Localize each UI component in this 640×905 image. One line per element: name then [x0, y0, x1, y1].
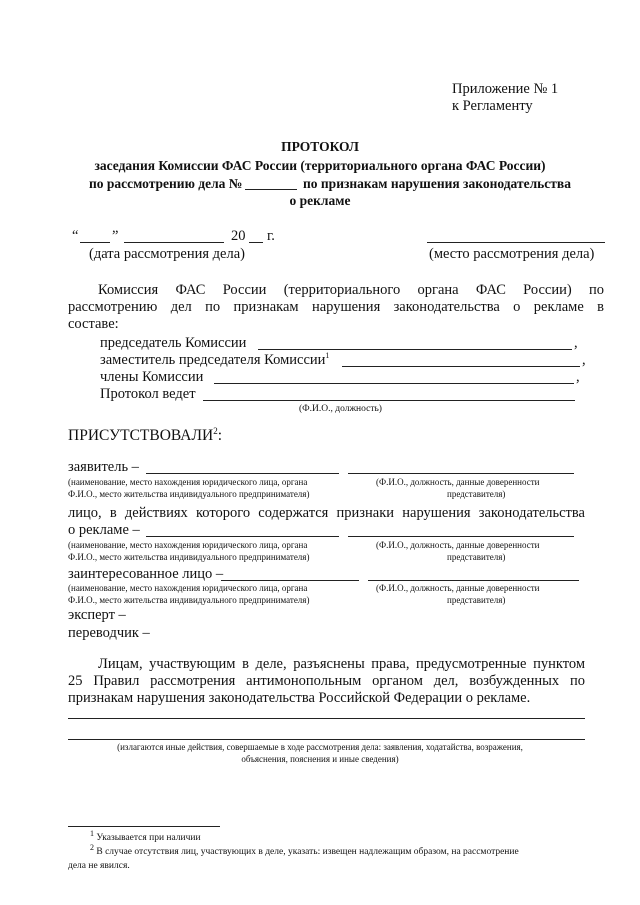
header-case-label: по рассмотрению дела № — [89, 176, 243, 191]
appendix-number: Приложение № 1 — [452, 81, 559, 97]
secretary-caption: (Ф.И.О., должность) — [299, 404, 382, 414]
year-line[interactable] — [249, 242, 263, 243]
year-suffix: г. — [267, 228, 275, 244]
composition-para-line-1: Комиссия ФАС России (территориального органа ФАС России) по — [98, 282, 604, 298]
place-caption: (место рассмотрения дела) — [429, 246, 595, 262]
interested-label: заинтересованное лицо – — [68, 566, 224, 582]
respondent-label-line-1: лицо, в действиях которого содержатся признаки нарушения законодательства — [68, 505, 585, 521]
interested-right-caption-2: представителя) — [447, 595, 506, 605]
other-actions-caption-1: (излагаются иные действия, совершаемые в ходе рассмотрения дела: заявления, ходатайства, возражения, — [117, 742, 523, 752]
expert-label: эксперт – — [68, 607, 126, 623]
respondent-rep-line[interactable] — [348, 536, 574, 537]
appendix-reference: к Регламенту — [452, 98, 533, 114]
header-case-suffix: по признакам нарушения законодательства — [303, 176, 571, 191]
date-quote-open: “ — [72, 228, 79, 244]
respondent-left-caption-1: (наименование, место нахождения юридического лица, органа — [68, 540, 308, 550]
respondent-right-caption-1: (Ф.И.О., должность, данные доверенности — [376, 540, 540, 550]
deputy-label: заместитель председателя Комиссии$^1$ — [100, 351, 330, 368]
applicant-rep-line[interactable] — [348, 473, 574, 474]
date-caption: (дата рассмотрения дела) — [89, 246, 245, 262]
members-comma: , — [576, 369, 580, 385]
footnote-1-mark: 1 — [90, 828, 94, 838]
interested-org-line[interactable] — [221, 580, 359, 581]
interested-left-caption-1: (наименование, место нахождения юридического лица, органа — [68, 583, 308, 593]
header-line-1: заседания Комиссии ФАС России (территориального органа ФАС России) — [94, 158, 546, 173]
place-line[interactable] — [427, 242, 605, 243]
other-actions-line-1[interactable] — [68, 718, 585, 719]
present-heading: ПРИСУТСТВОВАЛИ$^2$: — [68, 425, 222, 444]
applicant-org-line[interactable] — [146, 473, 339, 474]
other-actions-caption-2: объяснения, пояснения и иные сведения) — [241, 754, 399, 764]
secretary-line[interactable] — [203, 400, 575, 401]
footnote-2: $^2$ В случае отсутствия лиц, участвующих в деле, указать: извещен надлежащим образом, на рассмотрение — [90, 842, 519, 857]
footnote-2-continued: дела не явился. — [68, 861, 130, 871]
chairman-line[interactable] — [258, 349, 572, 350]
respondent-right-caption-2: представителя) — [447, 552, 506, 562]
applicant-right-caption-2: представителя) — [447, 489, 506, 499]
chairman-label: председатель Комиссии — [100, 335, 247, 351]
members-line[interactable] — [214, 383, 574, 384]
respondent-left-caption-2: Ф.И.О., место жительства индивидуального предпринимателя) — [68, 552, 310, 562]
footnote-2-mark: 2 — [90, 842, 94, 852]
document-title: ПРОТОКОЛ — [281, 139, 359, 154]
rights-line-3: признакам нарушения законодательства Российской Федерации о рекламе. — [68, 690, 531, 706]
footnote-1: $^1$ Указывается при наличии — [90, 828, 201, 843]
interested-right-caption-1: (Ф.И.О., должность, данные доверенности — [376, 583, 540, 593]
composition-para-line-3: составе: — [68, 316, 119, 332]
secretary-label: Протокол ведет — [100, 386, 196, 402]
deputy-footnote-mark: 1 — [325, 351, 330, 361]
chairman-comma: , — [574, 335, 578, 351]
footnote-separator — [68, 826, 220, 827]
applicant-left-caption-2: Ф.И.О., место жительства индивидуального предпринимателя) — [68, 489, 310, 499]
respondent-org-line[interactable] — [146, 536, 339, 537]
respondent-label-line-2: о рекламе – — [68, 522, 140, 538]
translator-label: переводчик – — [68, 625, 150, 641]
rights-line-1: Лицам, участвующим в деле, разъяснены права, предусмотренные пунктом — [98, 656, 585, 672]
day-line[interactable] — [80, 242, 110, 243]
composition-para-line-2: рассмотрению дел по признакам нарушения законодательства о рекламе в — [68, 299, 604, 315]
members-label: члены Комиссии — [100, 369, 204, 385]
other-actions-line-2[interactable] — [68, 739, 585, 740]
interested-left-caption-2: Ф.И.О., место жительства индивидуального предпринимателя) — [68, 595, 310, 605]
date-quote-close: ” — [112, 228, 119, 244]
header-line-3: о рекламе — [289, 193, 351, 208]
rights-line-2: 25 Правил рассмотрения антимонопольным органом дел, возбужденных по — [68, 673, 585, 689]
month-line[interactable] — [124, 242, 224, 243]
present-footnote-mark: 2 — [213, 425, 218, 436]
case-number-line[interactable] — [245, 189, 297, 190]
applicant-label: заявитель – — [68, 459, 139, 475]
applicant-right-caption-1: (Ф.И.О., должность, данные доверенности — [376, 477, 540, 487]
interested-rep-line[interactable] — [368, 580, 579, 581]
deputy-comma: , — [582, 352, 586, 368]
year-prefix: 20 — [231, 228, 246, 244]
deputy-line[interactable] — [342, 366, 580, 367]
applicant-left-caption-1: (наименование, место нахождения юридического лица, органа — [68, 477, 308, 487]
